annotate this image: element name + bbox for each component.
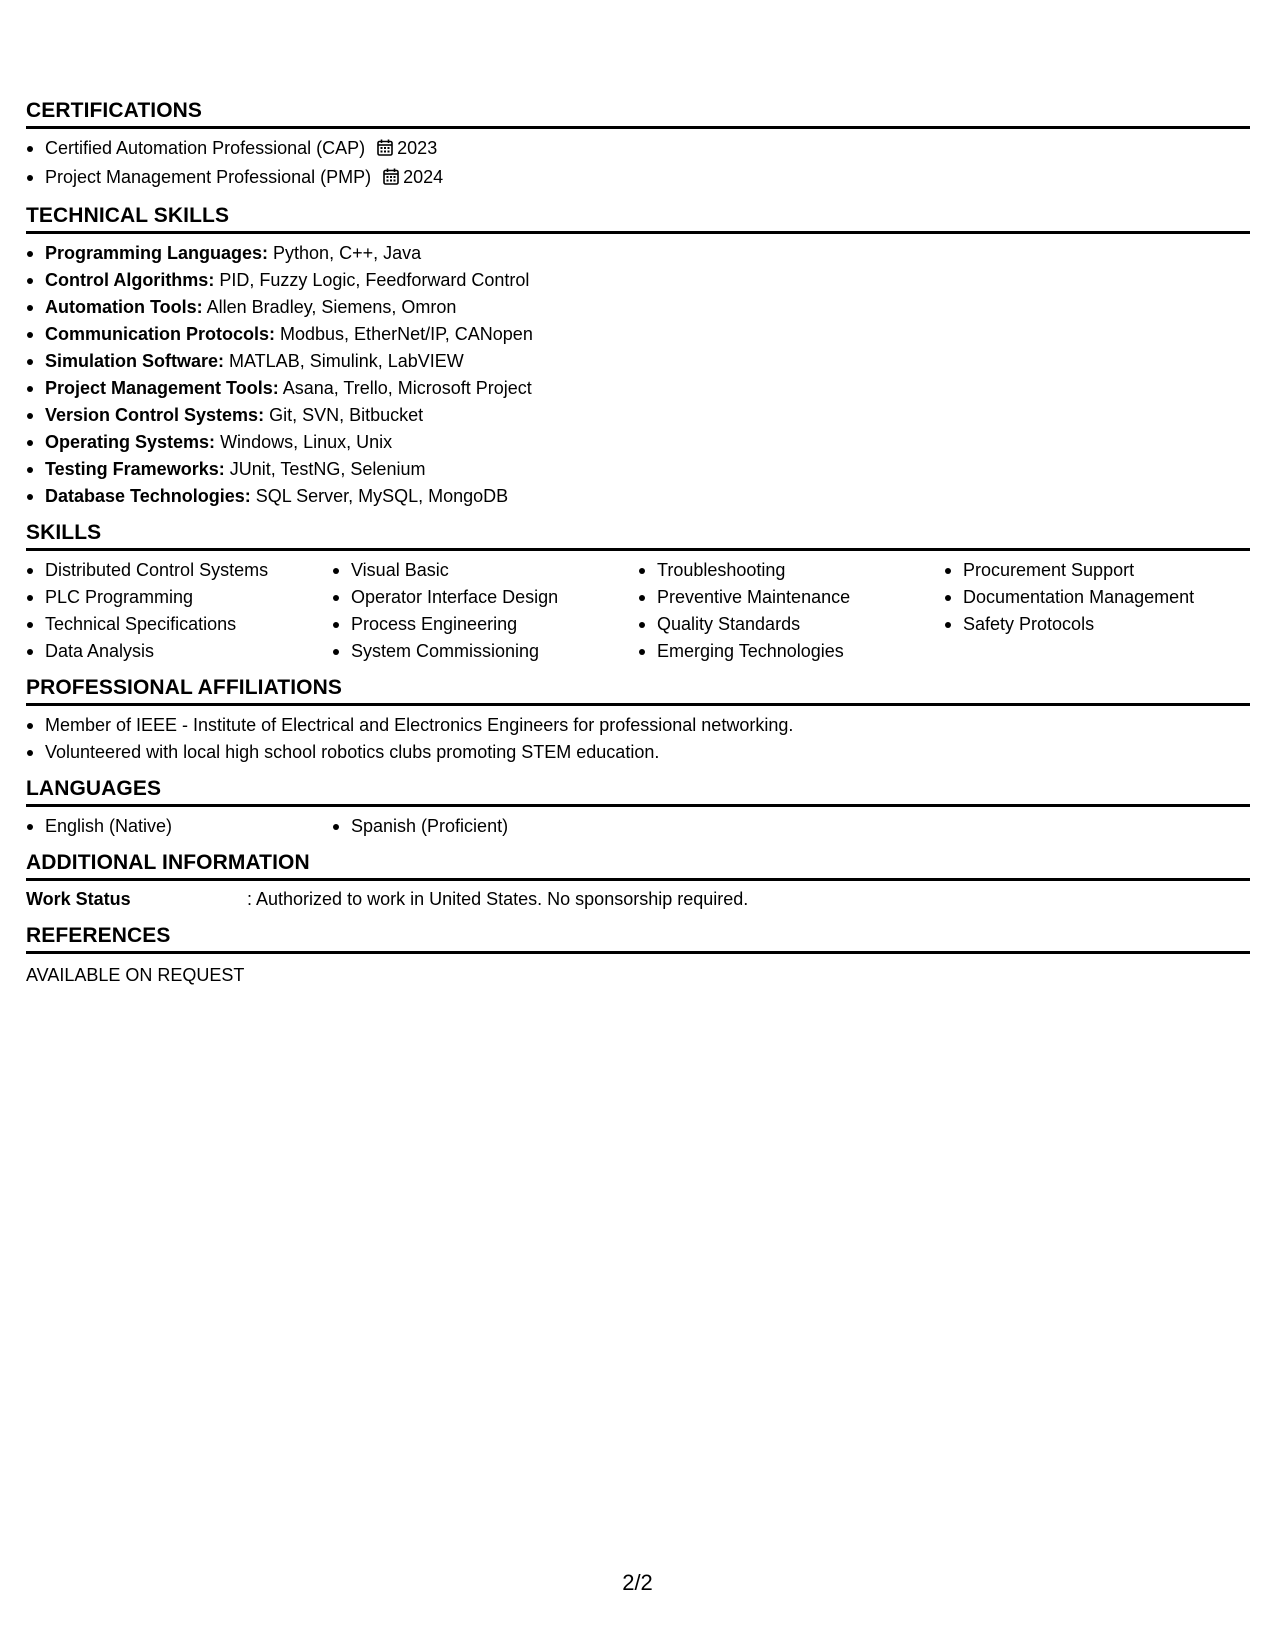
technical-skill-value: Modbus, EtherNet/IP, CANopen xyxy=(275,324,533,344)
technical-skill-item xyxy=(26,483,1250,510)
technical-skills-list xyxy=(26,240,1250,510)
technical-skill-item xyxy=(26,402,1250,429)
work-status-value: : Authorized to work in United States. No sponsorship required. xyxy=(247,889,749,909)
technical-skill-value: Python, C++, Java xyxy=(268,243,422,263)
certification-year: 2024 xyxy=(403,167,444,187)
skill-item: Process Engineering xyxy=(332,611,638,638)
technical-skill-item xyxy=(26,375,1250,402)
languages-heading: LANGUAGES xyxy=(26,776,1250,807)
technical-skills-section xyxy=(26,203,1250,510)
skill-item: Distributed Control Systems xyxy=(26,557,332,584)
languages-section xyxy=(26,776,1250,840)
work-status-row xyxy=(26,886,1250,913)
affiliations-list xyxy=(26,712,1250,766)
languages-column xyxy=(26,813,332,840)
certifications-list xyxy=(26,135,1250,193)
affiliation-item: Volunteered with local high school robotics clubs promoting STEM education. xyxy=(26,739,1250,766)
skills-column xyxy=(638,557,944,665)
technical-skill-item xyxy=(26,240,1250,267)
work-status-label: Work Status xyxy=(26,889,131,909)
skill-item: Documentation Management xyxy=(944,584,1250,611)
skill-item: Technical Specifications xyxy=(26,611,332,638)
technical-skill-label: Simulation Software: xyxy=(45,351,225,371)
additional-info-section xyxy=(26,850,1250,913)
skills-column xyxy=(26,557,332,665)
technical-skill-item xyxy=(26,321,1250,348)
technical-skill-label: Database Technologies: xyxy=(45,486,251,506)
languages-column xyxy=(332,813,638,840)
skill-item: Visual Basic xyxy=(332,557,638,584)
skills-column xyxy=(944,557,1250,665)
technical-skill-label: Operating Systems: xyxy=(45,432,216,452)
technical-skill-label: Automation Tools: xyxy=(45,297,203,317)
technical-skill-label: Testing Frameworks: xyxy=(45,459,225,479)
affiliation-item: Member of IEEE - Institute of Electrical and Electronics Engineers for professional networking. xyxy=(26,712,1250,739)
skill-item: Quality Standards xyxy=(638,611,944,638)
technical-skill-value: PID, Fuzzy Logic, Feedforward Control xyxy=(214,270,530,290)
technical-skill-item xyxy=(26,348,1250,375)
certification-year: 2023 xyxy=(397,138,438,158)
skills-heading: SKILLS xyxy=(26,520,1250,551)
technical-skill-item xyxy=(26,267,1250,294)
skills-column xyxy=(332,557,638,665)
technical-skill-item xyxy=(26,429,1250,456)
technical-skill-label: Communication Protocols: xyxy=(45,324,276,344)
skills-section xyxy=(26,520,1250,665)
skill-item: Preventive Maintenance xyxy=(638,584,944,611)
skill-item: PLC Programming xyxy=(26,584,332,611)
skill-item: Troubleshooting xyxy=(638,557,944,584)
affiliations-section xyxy=(26,675,1250,766)
skill-item: Procurement Support xyxy=(944,557,1250,584)
certification-name: Project Management Professional (PMP) xyxy=(45,167,372,187)
technical-skills-heading: TECHNICAL SKILLS xyxy=(26,203,1250,234)
technical-skill-label: Control Algorithms: xyxy=(45,270,215,290)
technical-skill-item xyxy=(26,456,1250,483)
technical-skill-value: MATLAB, Simulink, LabVIEW xyxy=(224,351,464,371)
languages-grid xyxy=(26,813,1250,840)
technical-skill-label: Project Management Tools: xyxy=(45,378,279,398)
certification-name: Certified Automation Professional (CAP) xyxy=(45,138,366,158)
skill-item: Safety Protocols xyxy=(944,611,1250,638)
calendar-icon xyxy=(383,166,399,193)
certification-item xyxy=(26,164,1250,193)
skill-item: Emerging Technologies xyxy=(638,638,944,665)
additional-info-heading: ADDITIONAL INFORMATION xyxy=(26,850,1250,881)
references-heading: REFERENCES xyxy=(26,923,1250,954)
skills-grid xyxy=(26,557,1250,665)
language-item: Spanish (Proficient) xyxy=(332,813,638,840)
references-section xyxy=(26,923,1250,989)
page-number: 2/2 xyxy=(622,1570,653,1595)
certification-item xyxy=(26,135,1250,164)
calendar-icon xyxy=(377,137,393,164)
skill-item: Data Analysis xyxy=(26,638,332,665)
technical-skill-value: JUnit, TestNG, Selenium xyxy=(224,459,426,479)
certifications-heading: CERTIFICATIONS xyxy=(26,98,1250,129)
technical-skill-value: Windows, Linux, Unix xyxy=(215,432,393,452)
technical-skill-value: Asana, Trello, Microsoft Project xyxy=(278,378,532,398)
references-text: AVAILABLE ON REQUEST xyxy=(26,965,245,985)
technical-skill-value: Allen Bradley, Siemens, Omron xyxy=(202,297,457,317)
skill-item: Operator Interface Design xyxy=(332,584,638,611)
technical-skill-value: SQL Server, MySQL, MongoDB xyxy=(250,486,509,506)
technical-skill-item xyxy=(26,294,1250,321)
technical-skill-label: Version Control Systems: xyxy=(45,405,265,425)
resume-page xyxy=(26,98,1250,999)
skill-item: System Commissioning xyxy=(332,638,638,665)
affiliations-heading: PROFESSIONAL AFFILIATIONS xyxy=(26,675,1250,706)
technical-skill-value: Git, SVN, Bitbucket xyxy=(264,405,424,425)
technical-skill-label: Programming Languages: xyxy=(45,243,269,263)
language-item: English (Native) xyxy=(26,813,332,840)
certifications-section xyxy=(26,98,1250,193)
